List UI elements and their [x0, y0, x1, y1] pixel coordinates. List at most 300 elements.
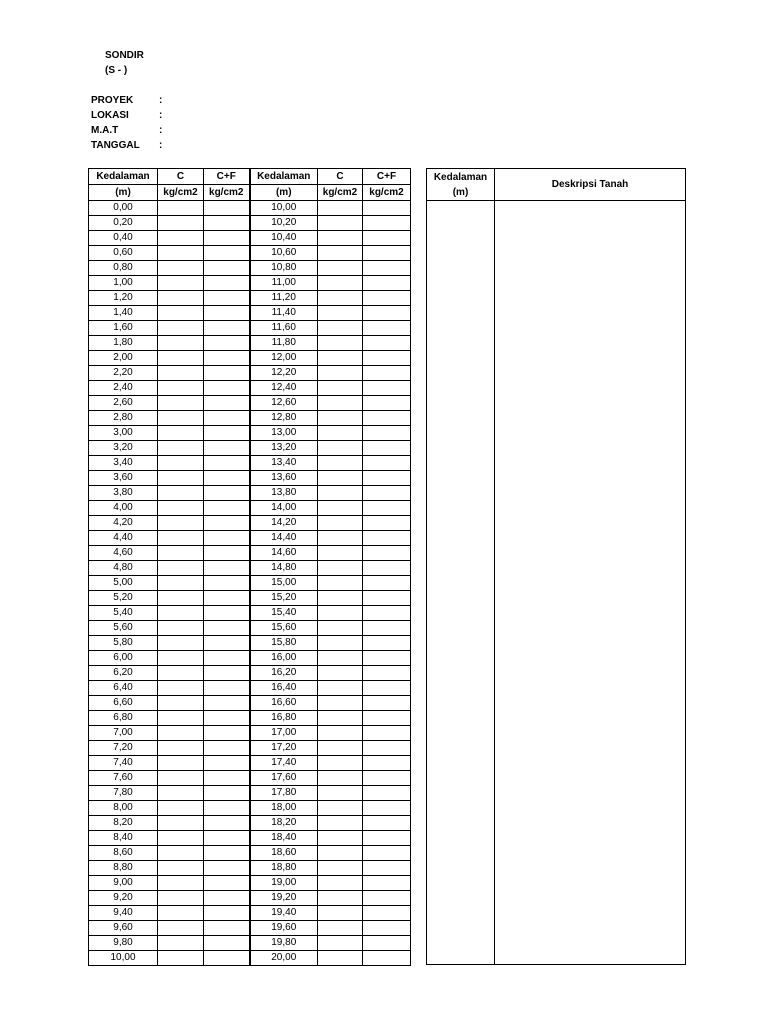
depth-left-cell: 8,60 — [89, 846, 158, 861]
depth-left-cell: 3,00 — [89, 426, 158, 441]
depth-left-cell: 7,40 — [89, 756, 158, 771]
cf-right-cell[interactable] — [363, 681, 411, 696]
c-left-cell[interactable] — [158, 756, 204, 771]
cf-left-cell[interactable] — [204, 246, 250, 261]
document-subtitle: (S - ) — [105, 65, 128, 76]
c-left-cell[interactable] — [158, 561, 204, 576]
header-c-unit-left: kg/cm2 — [158, 185, 204, 201]
c-right-cell[interactable] — [318, 486, 363, 501]
cf-right-cell[interactable] — [363, 906, 411, 921]
c-right-cell[interactable] — [318, 411, 363, 426]
depth-right-cell: 10,40 — [250, 231, 318, 246]
c-left-cell[interactable] — [158, 741, 204, 756]
table-row — [89, 741, 411, 756]
depth-left-cell: 5,80 — [89, 636, 158, 651]
cf-right-cell[interactable] — [363, 846, 411, 861]
c-right-cell[interactable] — [318, 666, 363, 681]
c-left-cell[interactable] — [158, 291, 204, 306]
depth-left-cell: 7,60 — [89, 771, 158, 786]
table-row — [89, 636, 411, 651]
cf-left-cell[interactable] — [204, 951, 250, 966]
c-left-cell[interactable] — [158, 306, 204, 321]
table-row — [89, 381, 411, 396]
c-left-cell[interactable] — [158, 861, 204, 876]
cf-right-cell[interactable] — [363, 351, 411, 366]
cf-right-cell[interactable] — [363, 441, 411, 456]
cf-right-cell[interactable] — [363, 666, 411, 681]
cf-right-cell[interactable] — [363, 831, 411, 846]
desc-depth-cell[interactable] — [427, 201, 495, 965]
soil-description-table — [426, 168, 686, 965]
depth-right-cell: 14,20 — [250, 516, 318, 531]
c-right-cell[interactable] — [318, 606, 363, 621]
c-left-cell[interactable] — [158, 891, 204, 906]
c-right-cell[interactable] — [318, 231, 363, 246]
cf-right-cell[interactable] — [363, 921, 411, 936]
c-right-cell[interactable] — [318, 246, 363, 261]
table-row — [89, 861, 411, 876]
table-row — [89, 486, 411, 501]
cf-right-cell[interactable] — [363, 411, 411, 426]
cf-left-cell[interactable] — [204, 606, 250, 621]
cf-left-cell[interactable] — [204, 591, 250, 606]
cf-left-cell[interactable] — [204, 741, 250, 756]
cf-left-cell[interactable] — [204, 321, 250, 336]
cf-left-cell[interactable] — [204, 846, 250, 861]
c-left-cell[interactable] — [158, 336, 204, 351]
cf-right-cell[interactable] — [363, 261, 411, 276]
depth-left-cell: 4,20 — [89, 516, 158, 531]
cf-left-cell[interactable] — [204, 891, 250, 906]
cf-right-cell[interactable] — [363, 276, 411, 291]
depth-left-cell: 1,00 — [89, 276, 158, 291]
c-left-cell[interactable] — [158, 636, 204, 651]
c-left-cell[interactable] — [158, 651, 204, 666]
cf-left-cell[interactable] — [204, 306, 250, 321]
field-label-tanggal: TANGGAL — [91, 140, 140, 151]
cf-right-cell[interactable] — [363, 576, 411, 591]
cf-right-cell[interactable] — [363, 216, 411, 231]
cf-left-cell[interactable] — [204, 936, 250, 951]
depth-left-cell: 4,40 — [89, 531, 158, 546]
cf-left-cell[interactable] — [204, 561, 250, 576]
c-right-cell[interactable] — [318, 261, 363, 276]
table-row — [89, 261, 411, 276]
c-right-cell[interactable] — [318, 936, 363, 951]
c-right-cell[interactable] — [318, 576, 363, 591]
c-left-cell[interactable] — [158, 276, 204, 291]
c-left-cell[interactable] — [158, 591, 204, 606]
depth-right-cell: 16,60 — [250, 696, 318, 711]
c-left-cell[interactable] — [158, 501, 204, 516]
depth-right-cell: 14,60 — [250, 546, 318, 561]
c-right-cell[interactable] — [318, 741, 363, 756]
cf-left-cell[interactable] — [204, 426, 250, 441]
cf-left-cell[interactable] — [204, 906, 250, 921]
cf-right-cell[interactable] — [363, 621, 411, 636]
table-row — [89, 306, 411, 321]
c-right-cell[interactable] — [318, 501, 363, 516]
cf-right-cell[interactable] — [363, 366, 411, 381]
depth-left-cell: 6,20 — [89, 666, 158, 681]
c-left-cell[interactable] — [158, 846, 204, 861]
cf-right-cell[interactable] — [363, 696, 411, 711]
cf-left-cell[interactable] — [204, 576, 250, 591]
cf-left-cell[interactable] — [204, 366, 250, 381]
cf-right-cell[interactable] — [363, 771, 411, 786]
c-left-cell[interactable] — [158, 366, 204, 381]
depth-right-cell: 14,80 — [250, 561, 318, 576]
header-depth-right: Kedalaman — [250, 169, 318, 185]
c-left-cell[interactable] — [158, 921, 204, 936]
c-right-cell[interactable] — [318, 906, 363, 921]
c-left-cell[interactable] — [158, 531, 204, 546]
c-left-cell[interactable] — [158, 831, 204, 846]
depth-right-cell: 10,00 — [250, 201, 318, 216]
table-row — [89, 546, 411, 561]
cf-right-cell[interactable] — [363, 291, 411, 306]
c-left-cell[interactable] — [158, 441, 204, 456]
depth-left-cell: 2,60 — [89, 396, 158, 411]
cf-left-cell[interactable] — [204, 816, 250, 831]
c-left-cell[interactable] — [158, 246, 204, 261]
cf-right-cell[interactable] — [363, 786, 411, 801]
c-left-cell[interactable] — [158, 426, 204, 441]
cf-right-cell[interactable] — [363, 456, 411, 471]
depth-right-cell: 19,20 — [250, 891, 318, 906]
cf-left-cell[interactable] — [204, 696, 250, 711]
c-left-cell[interactable] — [158, 201, 204, 216]
c-right-cell[interactable] — [318, 891, 363, 906]
c-right-cell[interactable] — [318, 276, 363, 291]
cf-left-cell[interactable] — [204, 801, 250, 816]
cf-left-cell[interactable] — [204, 261, 250, 276]
depth-left-cell: 0,80 — [89, 261, 158, 276]
cf-right-cell[interactable] — [363, 486, 411, 501]
c-left-cell[interactable] — [158, 396, 204, 411]
c-left-cell[interactable] — [158, 621, 204, 636]
cf-right-cell[interactable] — [363, 936, 411, 951]
depth-right-cell: 13,20 — [250, 441, 318, 456]
table-row — [89, 891, 411, 906]
c-right-cell[interactable] — [318, 786, 363, 801]
cf-right-cell[interactable] — [363, 561, 411, 576]
cf-left-cell[interactable] — [204, 411, 250, 426]
cf-right-cell[interactable] — [363, 876, 411, 891]
table-row — [89, 846, 411, 861]
c-left-cell[interactable] — [158, 726, 204, 741]
c-right-cell[interactable] — [318, 306, 363, 321]
depth-right-cell: 18,80 — [250, 861, 318, 876]
c-left-cell[interactable] — [158, 411, 204, 426]
c-right-cell[interactable] — [318, 696, 363, 711]
cf-left-cell[interactable] — [204, 921, 250, 936]
cf-right-cell[interactable] — [363, 516, 411, 531]
table-row — [89, 621, 411, 636]
table-row — [89, 426, 411, 441]
c-left-cell[interactable] — [158, 471, 204, 486]
c-right-cell[interactable] — [318, 621, 363, 636]
cf-right-cell[interactable] — [363, 816, 411, 831]
c-right-cell[interactable] — [318, 441, 363, 456]
depth-right-cell: 10,20 — [250, 216, 318, 231]
c-right-cell[interactable] — [318, 651, 363, 666]
cf-right-cell[interactable] — [363, 891, 411, 906]
table-row — [89, 831, 411, 846]
cf-left-cell[interactable] — [204, 711, 250, 726]
cf-left-cell[interactable] — [204, 351, 250, 366]
cf-left-cell[interactable] — [204, 546, 250, 561]
c-right-cell[interactable] — [318, 951, 363, 966]
c-left-cell[interactable] — [158, 951, 204, 966]
cf-left-cell[interactable] — [204, 651, 250, 666]
cf-right-cell[interactable] — [363, 471, 411, 486]
c-right-cell[interactable] — [318, 471, 363, 486]
cf-right-cell[interactable] — [363, 201, 411, 216]
cf-right-cell[interactable] — [363, 726, 411, 741]
c-right-cell[interactable] — [318, 426, 363, 441]
c-right-cell[interactable] — [318, 681, 363, 696]
cf-right-cell[interactable] — [363, 306, 411, 321]
c-left-cell[interactable] — [158, 771, 204, 786]
depth-right-cell: 17,60 — [250, 771, 318, 786]
c-left-cell[interactable] — [158, 456, 204, 471]
c-left-cell[interactable] — [158, 351, 204, 366]
depth-right-cell: 13,60 — [250, 471, 318, 486]
c-left-cell[interactable] — [158, 906, 204, 921]
cf-right-cell[interactable] — [363, 636, 411, 651]
c-left-cell[interactable] — [158, 786, 204, 801]
c-right-cell[interactable] — [318, 711, 363, 726]
c-right-cell[interactable] — [318, 396, 363, 411]
depth-right-cell: 19,40 — [250, 906, 318, 921]
c-left-cell[interactable] — [158, 381, 204, 396]
cf-left-cell[interactable] — [204, 786, 250, 801]
cf-left-cell[interactable] — [204, 216, 250, 231]
table-row — [89, 291, 411, 306]
cf-right-cell[interactable] — [363, 951, 411, 966]
c-right-cell[interactable] — [318, 816, 363, 831]
c-left-cell[interactable] — [158, 546, 204, 561]
c-left-cell[interactable] — [158, 231, 204, 246]
c-right-cell[interactable] — [318, 591, 363, 606]
cf-right-cell[interactable] — [363, 501, 411, 516]
cf-left-cell[interactable] — [204, 516, 250, 531]
table-row — [89, 471, 411, 486]
c-left-cell[interactable] — [158, 576, 204, 591]
c-left-cell[interactable] — [158, 606, 204, 621]
c-right-cell[interactable] — [318, 861, 363, 876]
field-colon-mat: : — [159, 125, 163, 136]
desc-header-description: Deskripsi Tanah — [495, 169, 686, 201]
cf-right-cell[interactable] — [363, 711, 411, 726]
c-left-cell[interactable] — [158, 666, 204, 681]
depth-left-cell: 5,40 — [89, 606, 158, 621]
depth-left-cell: 3,60 — [89, 471, 158, 486]
header-c-left: C — [158, 169, 204, 185]
cf-left-cell[interactable] — [204, 336, 250, 351]
cf-right-cell[interactable] — [363, 336, 411, 351]
header-cf-unit-right: kg/cm2 — [363, 185, 411, 201]
c-left-cell[interactable] — [158, 876, 204, 891]
depth-right-cell: 16,20 — [250, 666, 318, 681]
table-row — [89, 411, 411, 426]
c-right-cell[interactable] — [318, 846, 363, 861]
cf-left-cell[interactable] — [204, 471, 250, 486]
depth-left-cell: 6,00 — [89, 651, 158, 666]
cf-right-cell[interactable] — [363, 651, 411, 666]
c-left-cell[interactable] — [158, 516, 204, 531]
depth-right-cell: 19,80 — [250, 936, 318, 951]
cf-right-cell[interactable] — [363, 396, 411, 411]
depth-right-cell: 18,00 — [250, 801, 318, 816]
table-row — [89, 246, 411, 261]
c-right-cell[interactable] — [318, 291, 363, 306]
c-left-cell[interactable] — [158, 261, 204, 276]
depth-right-cell: 12,60 — [250, 396, 318, 411]
c-right-cell[interactable] — [318, 831, 363, 846]
cf-right-cell[interactable] — [363, 381, 411, 396]
depth-right-cell: 13,40 — [250, 456, 318, 471]
field-label-proyek: PROYEK — [91, 95, 134, 106]
depth-right-cell: 17,40 — [250, 756, 318, 771]
depth-left-cell: 2,00 — [89, 351, 158, 366]
depth-left-cell: 9,20 — [89, 891, 158, 906]
header-c-right: C — [318, 169, 363, 185]
table-row — [89, 771, 411, 786]
cf-right-cell[interactable] — [363, 531, 411, 546]
c-right-cell[interactable] — [318, 801, 363, 816]
c-right-cell[interactable] — [318, 726, 363, 741]
c-right-cell[interactable] — [318, 876, 363, 891]
c-left-cell[interactable] — [158, 216, 204, 231]
cf-left-cell[interactable] — [204, 621, 250, 636]
field-colon-tanggal: : — [159, 140, 163, 151]
depth-left-cell: 5,00 — [89, 576, 158, 591]
cf-left-cell[interactable] — [204, 771, 250, 786]
cf-left-cell[interactable] — [204, 636, 250, 651]
cf-right-cell[interactable] — [363, 426, 411, 441]
c-right-cell[interactable] — [318, 531, 363, 546]
depth-left-cell: 3,80 — [89, 486, 158, 501]
cf-left-cell[interactable] — [204, 201, 250, 216]
field-colon-proyek: : — [159, 95, 163, 106]
c-left-cell[interactable] — [158, 816, 204, 831]
c-left-cell[interactable] — [158, 696, 204, 711]
cf-left-cell[interactable] — [204, 726, 250, 741]
cf-left-cell[interactable] — [204, 381, 250, 396]
depth-right-cell: 12,80 — [250, 411, 318, 426]
c-right-cell[interactable] — [318, 201, 363, 216]
cf-left-cell[interactable] — [204, 756, 250, 771]
c-right-cell[interactable] — [318, 636, 363, 651]
desc-header-depth-unit: (m) — [452, 186, 469, 198]
c-right-cell[interactable] — [318, 756, 363, 771]
depth-right-cell: 13,80 — [250, 486, 318, 501]
table-row — [89, 336, 411, 351]
c-left-cell[interactable] — [158, 936, 204, 951]
cf-left-cell[interactable] — [204, 501, 250, 516]
cf-left-cell[interactable] — [204, 861, 250, 876]
cf-left-cell[interactable] — [204, 666, 250, 681]
cf-right-cell[interactable] — [363, 321, 411, 336]
depth-left-cell: 4,80 — [89, 561, 158, 576]
table-row — [89, 711, 411, 726]
cf-right-cell[interactable] — [363, 861, 411, 876]
depth-right-cell: 11,80 — [250, 336, 318, 351]
cf-left-cell[interactable] — [204, 831, 250, 846]
cf-left-cell[interactable] — [204, 681, 250, 696]
c-right-cell[interactable] — [318, 561, 363, 576]
depth-left-cell: 1,20 — [89, 291, 158, 306]
desc-description-cell[interactable] — [495, 201, 686, 965]
depth-left-cell: 0,00 — [89, 201, 158, 216]
depth-left-cell: 0,20 — [89, 216, 158, 231]
depth-right-cell: 18,40 — [250, 831, 318, 846]
c-right-cell[interactable] — [318, 381, 363, 396]
cf-right-cell[interactable] — [363, 606, 411, 621]
cf-left-cell[interactable] — [204, 531, 250, 546]
depth-left-cell: 8,20 — [89, 816, 158, 831]
c-right-cell[interactable] — [318, 921, 363, 936]
c-left-cell[interactable] — [158, 486, 204, 501]
depth-right-cell: 19,00 — [250, 876, 318, 891]
depth-left-cell: 6,60 — [89, 696, 158, 711]
cf-right-cell[interactable] — [363, 231, 411, 246]
c-right-cell[interactable] — [318, 546, 363, 561]
depth-left-cell: 6,40 — [89, 681, 158, 696]
depth-left-cell: 4,60 — [89, 546, 158, 561]
c-right-cell[interactable] — [318, 321, 363, 336]
cf-right-cell[interactable] — [363, 801, 411, 816]
c-left-cell[interactable] — [158, 801, 204, 816]
depth-right-cell: 12,00 — [250, 351, 318, 366]
cf-left-cell[interactable] — [204, 231, 250, 246]
cf-left-cell[interactable] — [204, 291, 250, 306]
c-right-cell[interactable] — [318, 351, 363, 366]
cf-left-cell[interactable] — [204, 876, 250, 891]
cf-left-cell[interactable] — [204, 396, 250, 411]
table-row — [89, 651, 411, 666]
cf-right-cell[interactable] — [363, 756, 411, 771]
depth-right-cell: 17,00 — [250, 726, 318, 741]
cf-left-cell[interactable] — [204, 441, 250, 456]
c-left-cell[interactable] — [158, 681, 204, 696]
c-right-cell[interactable] — [318, 366, 363, 381]
cf-left-cell[interactable] — [204, 276, 250, 291]
cf-right-cell[interactable] — [363, 246, 411, 261]
c-right-cell[interactable] — [318, 216, 363, 231]
cf-left-cell[interactable] — [204, 456, 250, 471]
depth-left-cell: 1,40 — [89, 306, 158, 321]
c-right-cell[interactable] — [318, 336, 363, 351]
c-left-cell[interactable] — [158, 321, 204, 336]
c-right-cell[interactable] — [318, 516, 363, 531]
depth-right-cell: 12,40 — [250, 381, 318, 396]
table-row — [89, 666, 411, 681]
cf-right-cell[interactable] — [363, 591, 411, 606]
c-left-cell[interactable] — [158, 711, 204, 726]
cf-left-cell[interactable] — [204, 486, 250, 501]
depth-left-cell: 8,40 — [89, 831, 158, 846]
c-right-cell[interactable] — [318, 456, 363, 471]
header-cf-unit-left: kg/cm2 — [204, 185, 250, 201]
cf-right-cell[interactable] — [363, 546, 411, 561]
c-right-cell[interactable] — [318, 771, 363, 786]
table-row — [89, 396, 411, 411]
table-row — [89, 456, 411, 471]
cf-right-cell[interactable] — [363, 741, 411, 756]
